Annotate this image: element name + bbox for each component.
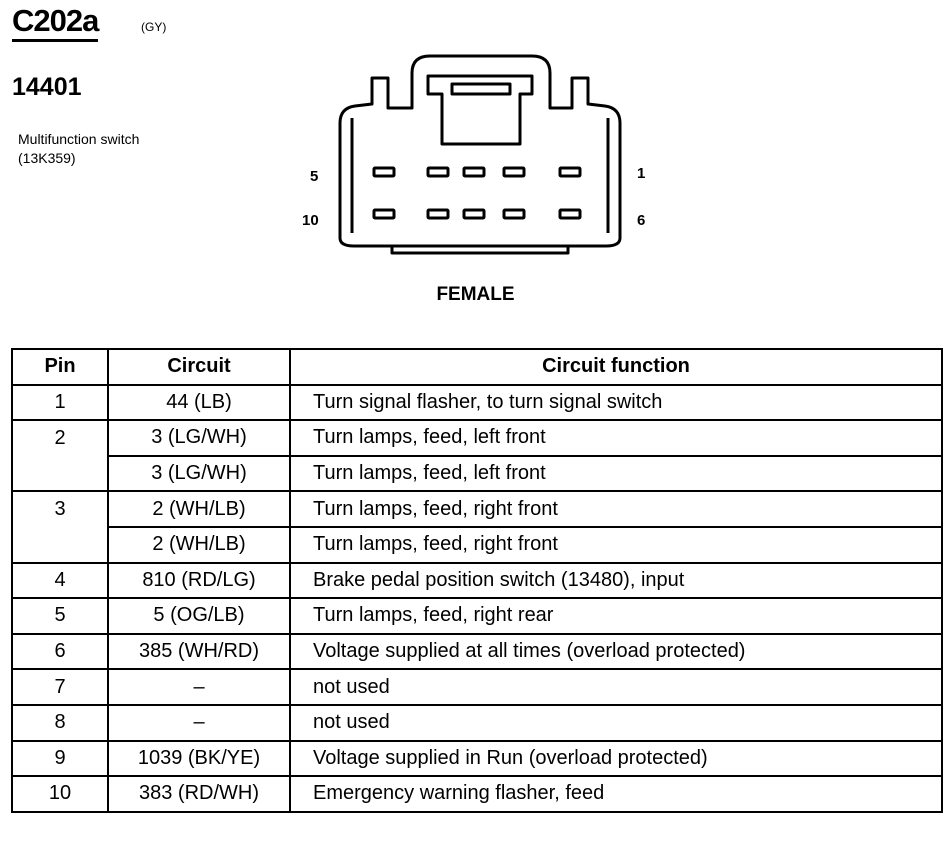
pin-cell: 2 [12, 420, 108, 491]
function-cell: not used [290, 705, 942, 741]
pin-cavity [428, 168, 448, 176]
pin-label-top-right: 1 [637, 165, 646, 182]
pin-label-bottom-left: 10 [302, 212, 319, 229]
circuit-cell: 3 (LG/WH) [108, 456, 290, 492]
connector-latch-inner [452, 84, 510, 94]
function-cell: Turn lamps, feed, left front [290, 456, 942, 492]
pin-label-bottom-right: 6 [637, 212, 646, 229]
table-row [12, 456, 942, 492]
pin-table [11, 348, 943, 813]
table-row [12, 527, 942, 563]
header-pin: Pin [12, 349, 108, 385]
table-row [12, 776, 942, 812]
function-cell: Emergency warning flasher, feed [290, 776, 942, 812]
table-row [12, 669, 942, 705]
circuit-cell: – [108, 705, 290, 741]
component-name [18, 130, 139, 168]
circuit-cell: 385 (WH/RD) [108, 634, 290, 670]
connector-color: (GY) [141, 20, 167, 34]
circuit-cell: – [108, 669, 290, 705]
function-cell: Turn signal flasher, to turn signal switch [290, 385, 942, 421]
connector-latch [428, 76, 532, 144]
pin-cavity [374, 210, 394, 218]
header-circuit: Circuit [108, 349, 290, 385]
function-cell: Turn lamps, feed, right front [290, 491, 942, 527]
table-row [12, 598, 942, 634]
circuit-cell: 383 (RD/WH) [108, 776, 290, 812]
circuit-cell: 1039 (BK/YE) [108, 741, 290, 777]
pin-cell: 6 [12, 634, 108, 670]
table-row [12, 385, 942, 421]
connector-face-drawing [300, 48, 660, 258]
pin-cavity [560, 210, 580, 218]
pin-cavity [428, 210, 448, 218]
table-row [12, 741, 942, 777]
function-cell: Brake pedal position switch (13480), input [290, 563, 942, 599]
pin-cell: 10 [12, 776, 108, 812]
pin-cavity [464, 210, 484, 218]
pin-cell: 3 [12, 491, 108, 562]
function-cell: Turn lamps, feed, right front [290, 527, 942, 563]
table-row [12, 420, 942, 456]
circuit-cell: 3 (LG/WH) [108, 420, 290, 456]
pin-cavity [560, 168, 580, 176]
function-cell: Voltage supplied at all times (overload protected) [290, 634, 942, 670]
table-header-row [12, 349, 942, 385]
function-cell: Voltage supplied in Run (overload protected) [290, 741, 942, 777]
component-part-line: (13K359) [18, 150, 76, 166]
table-row [12, 563, 942, 599]
pin-cell: 7 [12, 669, 108, 705]
circuit-cell: 810 (RD/LG) [108, 563, 290, 599]
table-row [12, 634, 942, 670]
header-circuit-function: Circuit function [290, 349, 942, 385]
pin-cell: 4 [12, 563, 108, 599]
circuit-cell: 2 (WH/LB) [108, 491, 290, 527]
function-cell: Turn lamps, feed, left front [290, 420, 942, 456]
pin-cell: 1 [12, 385, 108, 421]
pin-cell: 5 [12, 598, 108, 634]
circuit-cell: 5 (OG/LB) [108, 598, 290, 634]
connector-gender-label: FEMALE [436, 284, 515, 305]
pin-cavity [504, 210, 524, 218]
pin-cavity [374, 168, 394, 176]
table-row [12, 491, 942, 527]
component-name-line: Multifunction switch [18, 131, 140, 147]
pin-cavity [504, 168, 524, 176]
circuit-cell: 2 (WH/LB) [108, 527, 290, 563]
part-number: 14401 [12, 73, 82, 101]
pin-cell: 9 [12, 741, 108, 777]
table-row [12, 705, 942, 741]
circuit-cell: 44 (LB) [108, 385, 290, 421]
pin-cell: 8 [12, 705, 108, 741]
pin-cavity [464, 168, 484, 176]
pin-label-top-left: 5 [310, 168, 319, 185]
function-cell: not used [290, 669, 942, 705]
connector-id: C202a [12, 4, 98, 42]
function-cell: Turn lamps, feed, right rear [290, 598, 942, 634]
